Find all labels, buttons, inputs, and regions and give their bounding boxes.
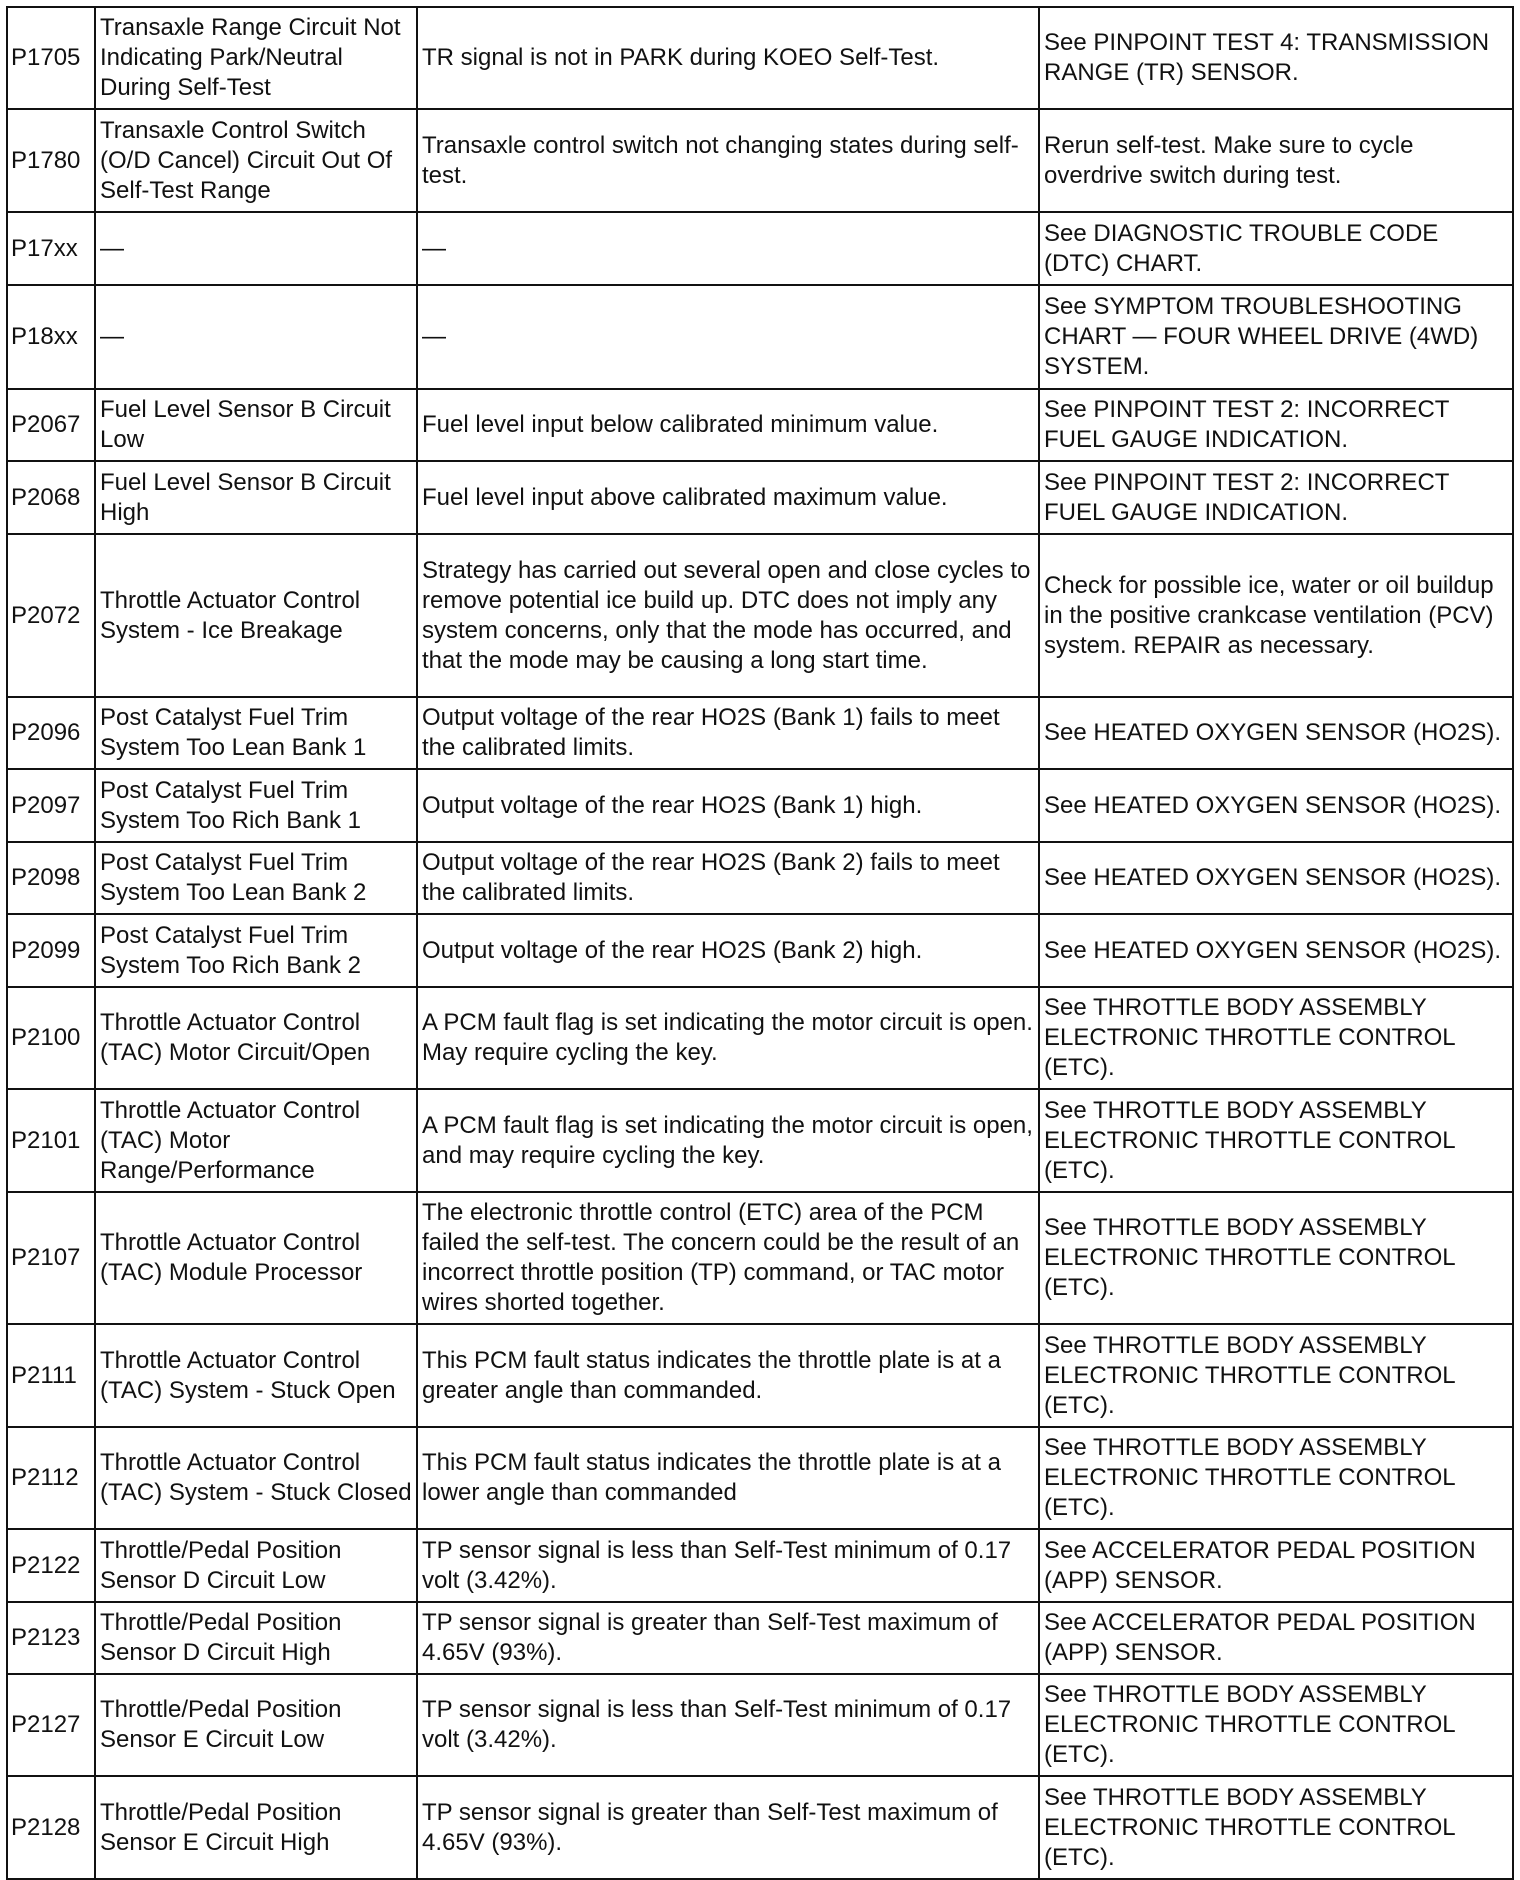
dtc-action: See THROTTLE BODY ASSEMBLY ELECTRONIC THROTTLE CONTROL (ETC). — [1039, 1776, 1513, 1879]
dtc-code: P2096 — [7, 697, 95, 769]
table-row — [7, 914, 1513, 987]
dtc-code: P1705 — [7, 7, 95, 109]
dtc-description: Throttle/Pedal Position Sensor E Circuit High — [95, 1776, 417, 1879]
dtc-table — [6, 6, 1514, 1880]
dtc-condition: TP sensor signal is less than Self-Test minimum of 0.17 volt (3.42%). — [417, 1529, 1039, 1602]
dtc-description: — — [95, 285, 417, 389]
dtc-action: See THROTTLE BODY ASSEMBLY ELECTRONIC THROTTLE CONTROL (ETC). — [1039, 1324, 1513, 1427]
dtc-action: See PINPOINT TEST 4: TRANSMISSION RANGE (TR) SENSOR. — [1039, 7, 1513, 109]
dtc-description: Fuel Level Sensor B Circuit High — [95, 461, 417, 534]
dtc-condition: Output voltage of the rear HO2S (Bank 1) fails to meet the calibrated limits. — [417, 697, 1039, 769]
dtc-action: See ACCELERATOR PEDAL POSITION (APP) SENSOR. — [1039, 1602, 1513, 1674]
dtc-action: See THROTTLE BODY ASSEMBLY ELECTRONIC THROTTLE CONTROL (ETC). — [1039, 1427, 1513, 1529]
dtc-condition: Fuel level input below calibrated minimum value. — [417, 389, 1039, 461]
dtc-action: Check for possible ice, water or oil buildup in the positive crankcase ventilation (PCV) system. REPAIR as necessary. — [1039, 534, 1513, 697]
dtc-description: Throttle Actuator Control (TAC) System - Stuck Closed — [95, 1427, 417, 1529]
dtc-condition: A PCM fault flag is set indicating the motor circuit is open, and may require cycling the key. — [417, 1089, 1039, 1192]
table-row — [7, 1776, 1513, 1879]
dtc-action: See HEATED OXYGEN SENSOR (HO2S). — [1039, 697, 1513, 769]
dtc-code: P2101 — [7, 1089, 95, 1192]
dtc-code: P2127 — [7, 1674, 95, 1776]
table-row — [7, 389, 1513, 461]
dtc-action: See HEATED OXYGEN SENSOR (HO2S). — [1039, 769, 1513, 842]
dtc-description: Throttle Actuator Control (TAC) Motor Range/Performance — [95, 1089, 417, 1192]
table-row — [7, 1529, 1513, 1602]
table-row — [7, 1427, 1513, 1529]
dtc-action: See THROTTLE BODY ASSEMBLY ELECTRONIC THROTTLE CONTROL (ETC). — [1039, 1089, 1513, 1192]
dtc-code: P2107 — [7, 1192, 95, 1324]
table-row — [7, 534, 1513, 697]
dtc-action: See PINPOINT TEST 2: INCORRECT FUEL GAUGE INDICATION. — [1039, 461, 1513, 534]
table-row — [7, 212, 1513, 285]
dtc-condition: Output voltage of the rear HO2S (Bank 2) fails to meet the calibrated limits. — [417, 842, 1039, 914]
dtc-condition: Output voltage of the rear HO2S (Bank 2) high. — [417, 914, 1039, 987]
dtc-code: P17xx — [7, 212, 95, 285]
dtc-code: P2068 — [7, 461, 95, 534]
dtc-condition: TP sensor signal is greater than Self-Test maximum of 4.65V (93%). — [417, 1602, 1039, 1674]
dtc-description: Fuel Level Sensor B Circuit Low — [95, 389, 417, 461]
table-row — [7, 697, 1513, 769]
table-row — [7, 842, 1513, 914]
dtc-condition: — — [417, 212, 1039, 285]
dtc-condition: TP sensor signal is less than Self-Test minimum of 0.17 volt (3.42%). — [417, 1674, 1039, 1776]
dtc-condition: TP sensor signal is greater than Self-Test maximum of 4.65V (93%). — [417, 1776, 1039, 1879]
dtc-code: P2111 — [7, 1324, 95, 1427]
dtc-description: Throttle Actuator Control (TAC) Module Processor — [95, 1192, 417, 1324]
table-row — [7, 461, 1513, 534]
dtc-code: P2098 — [7, 842, 95, 914]
dtc-code: P18xx — [7, 285, 95, 389]
dtc-description: Throttle Actuator Control (TAC) System - Stuck Open — [95, 1324, 417, 1427]
dtc-condition: Transaxle control switch not changing states during self-test. — [417, 109, 1039, 212]
table-row — [7, 7, 1513, 109]
dtc-action: See THROTTLE BODY ASSEMBLY ELECTRONIC THROTTLE CONTROL (ETC). — [1039, 1192, 1513, 1324]
dtc-code: P2100 — [7, 987, 95, 1089]
dtc-action: See PINPOINT TEST 2: INCORRECT FUEL GAUGE INDICATION. — [1039, 389, 1513, 461]
table-row — [7, 1324, 1513, 1427]
dtc-description: Post Catalyst Fuel Trim System Too Lean Bank 1 — [95, 697, 417, 769]
dtc-condition: This PCM fault status indicates the throttle plate is at a greater angle than commanded. — [417, 1324, 1039, 1427]
dtc-code: P2067 — [7, 389, 95, 461]
dtc-description: — — [95, 212, 417, 285]
dtc-condition: Output voltage of the rear HO2S (Bank 1) high. — [417, 769, 1039, 842]
dtc-condition: A PCM fault flag is set indicating the motor circuit is open. May require cycling the key. — [417, 987, 1039, 1089]
dtc-code: P2112 — [7, 1427, 95, 1529]
dtc-code: P2128 — [7, 1776, 95, 1879]
dtc-action: Rerun self-test. Make sure to cycle overdrive switch during test. — [1039, 109, 1513, 212]
dtc-code: P2072 — [7, 534, 95, 697]
dtc-action: See ACCELERATOR PEDAL POSITION (APP) SENSOR. — [1039, 1529, 1513, 1602]
dtc-description: Transaxle Control Switch (O/D Cancel) Circuit Out Of Self-Test Range — [95, 109, 417, 212]
dtc-code: P2097 — [7, 769, 95, 842]
dtc-action: See DIAGNOSTIC TROUBLE CODE (DTC) CHART. — [1039, 212, 1513, 285]
dtc-code: P2099 — [7, 914, 95, 987]
dtc-code: P1780 — [7, 109, 95, 212]
dtc-action: See HEATED OXYGEN SENSOR (HO2S). — [1039, 842, 1513, 914]
table-row — [7, 1192, 1513, 1324]
table-row — [7, 285, 1513, 389]
table-row — [7, 1674, 1513, 1776]
dtc-condition: Strategy has carried out several open and close cycles to remove potential ice build up. DTC does not imply any system concerns, only that the mode has occurred, and that the mode may be causing a long start time. — [417, 534, 1039, 697]
dtc-action: See HEATED OXYGEN SENSOR (HO2S). — [1039, 914, 1513, 987]
dtc-description: Throttle Actuator Control System - Ice Breakage — [95, 534, 417, 697]
dtc-condition: This PCM fault status indicates the throttle plate is at a lower angle than commanded — [417, 1427, 1039, 1529]
dtc-description: Throttle/Pedal Position Sensor D Circuit Low — [95, 1529, 417, 1602]
dtc-condition: Fuel level input above calibrated maximum value. — [417, 461, 1039, 534]
dtc-action: See THROTTLE BODY ASSEMBLY ELECTRONIC THROTTLE CONTROL (ETC). — [1039, 1674, 1513, 1776]
table-row — [7, 769, 1513, 842]
table-row — [7, 1089, 1513, 1192]
table-row — [7, 109, 1513, 212]
dtc-code: P2123 — [7, 1602, 95, 1674]
dtc-action: See SYMPTOM TROUBLESHOOTING CHART — FOUR WHEEL DRIVE (4WD) SYSTEM. — [1039, 285, 1513, 389]
dtc-description: Post Catalyst Fuel Trim System Too Rich Bank 1 — [95, 769, 417, 842]
dtc-description: Transaxle Range Circuit Not Indicating Park/Neutral During Self-Test — [95, 7, 417, 109]
dtc-description: Throttle Actuator Control (TAC) Motor Circuit/Open — [95, 987, 417, 1089]
table-row — [7, 1602, 1513, 1674]
dtc-condition: TR signal is not in PARK during KOEO Self-Test. — [417, 7, 1039, 109]
dtc-code: P2122 — [7, 1529, 95, 1602]
dtc-condition: The electronic throttle control (ETC) area of the PCM failed the self-test. The concern could be the result of an incorrect throttle position (TP) command, or TAC motor wires shorted together. — [417, 1192, 1039, 1324]
dtc-description: Throttle/Pedal Position Sensor E Circuit Low — [95, 1674, 417, 1776]
table-row — [7, 987, 1513, 1089]
dtc-description: Post Catalyst Fuel Trim System Too Rich Bank 2 — [95, 914, 417, 987]
dtc-description: Post Catalyst Fuel Trim System Too Lean Bank 2 — [95, 842, 417, 914]
dtc-condition: — — [417, 285, 1039, 389]
dtc-description: Throttle/Pedal Position Sensor D Circuit High — [95, 1602, 417, 1674]
dtc-action: See THROTTLE BODY ASSEMBLY ELECTRONIC THROTTLE CONTROL (ETC). — [1039, 987, 1513, 1089]
